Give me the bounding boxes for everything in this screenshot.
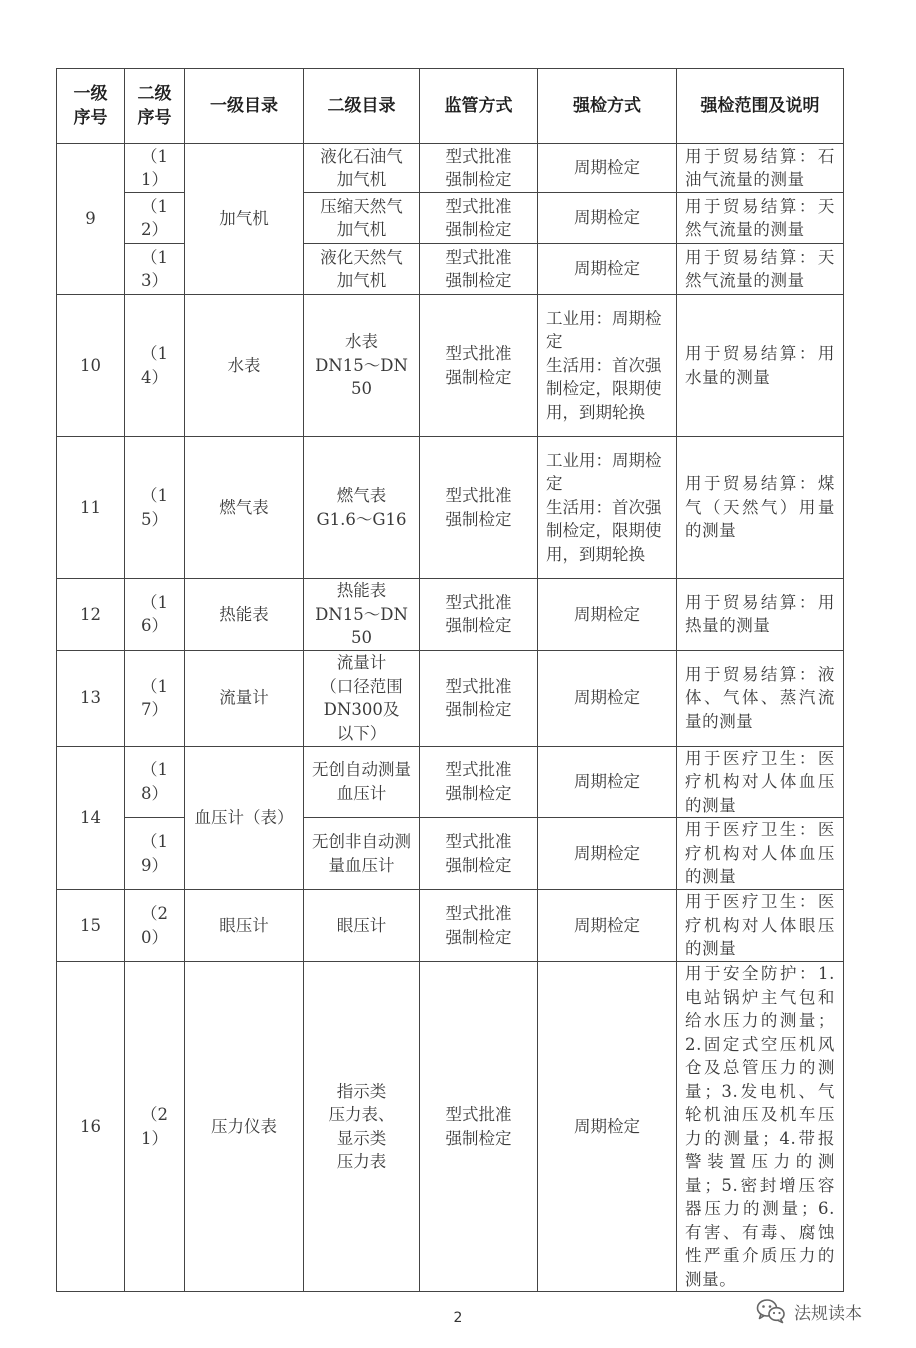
inspection-mode: 工业用：周期检定 生活用：首次强制检定，限期使用，到期轮换 <box>538 295 677 437</box>
header-level2-catalog: 二级目录 <box>304 69 420 144</box>
table-row <box>57 244 844 295</box>
table-row <box>57 890 844 962</box>
supervision-mode: 型式批准 强制检定 <box>420 295 538 437</box>
level1-no: 16 <box>57 962 125 1292</box>
inspection-mode: 工业用：周期检定 生活用：首次强制检定，限期使用，到期轮换 <box>538 437 677 579</box>
level1-catalog: 眼压计 <box>185 890 304 962</box>
level2-catalog: 流量计 （口径范围 DN300及 以下） <box>304 650 420 746</box>
level2-catalog: 压缩天然气 加气机 <box>304 193 420 244</box>
watermark <box>756 1296 862 1326</box>
supervision-mode: 型式批准 强制检定 <box>420 244 538 295</box>
scope-description: 用于贸易结算：用热量的测量 <box>677 579 844 651</box>
header-scope: 强检范围及说明 <box>677 69 844 144</box>
page-number: 2 <box>453 1310 463 1326</box>
inspection-mode: 周期检定 <box>538 144 677 193</box>
level2-catalog: 眼压计 <box>304 890 420 962</box>
level2-catalog: 液化石油气 加气机 <box>304 144 420 193</box>
scope-description: 用于贸易结算：天然气流量的测量 <box>677 244 844 295</box>
level2-no: （18） <box>125 746 185 818</box>
inspection-mode: 周期检定 <box>538 962 677 1292</box>
catalog-table <box>56 68 844 1292</box>
supervision-mode: 型式批准 强制检定 <box>420 890 538 962</box>
level1-no: 9 <box>57 144 125 295</box>
table-row <box>57 746 844 818</box>
level1-catalog: 血压计（表） <box>185 746 304 890</box>
level1-no: 12 <box>57 579 125 651</box>
level2-catalog: 液化天然气 加气机 <box>304 244 420 295</box>
level1-no: 15 <box>57 890 125 962</box>
scope-description: 用于贸易结算：煤气（天然气）用量的测量 <box>677 437 844 579</box>
inspection-mode: 周期检定 <box>538 818 677 890</box>
scope-description: 用于医疗卫生：医疗机构对人体血压的测量 <box>677 818 844 890</box>
level1-no: 13 <box>57 650 125 746</box>
scope-description: 用于贸易结算：石油气流量的测量 <box>677 144 844 193</box>
level1-no: 10 <box>57 295 125 437</box>
supervision-mode: 型式批准 强制检定 <box>420 818 538 890</box>
table-row <box>57 193 844 244</box>
level1-no: 11 <box>57 437 125 579</box>
level2-catalog: 无创非自动测量血压计 <box>304 818 420 890</box>
level2-catalog: 水表 DN15～DN50 <box>304 295 420 437</box>
scope-description: 用于贸易结算：液体、气体、蒸汽流量的测量 <box>677 650 844 746</box>
supervision-mode: 型式批准 强制检定 <box>420 579 538 651</box>
header-level1-no: 一级 序号 <box>57 69 125 144</box>
wechat-icon <box>756 1298 786 1324</box>
level2-catalog: 热能表 DN15～DN50 <box>304 579 420 651</box>
table-row <box>57 437 844 579</box>
level1-catalog: 压力仪表 <box>185 962 304 1292</box>
table-row <box>57 579 844 651</box>
supervision-mode: 型式批准 强制检定 <box>420 962 538 1292</box>
level1-catalog: 热能表 <box>185 579 304 651</box>
header-level2-no: 二级 序号 <box>125 69 185 144</box>
level2-no: （19） <box>125 818 185 890</box>
level1-no: 14 <box>57 746 125 890</box>
level2-no: （11） <box>125 144 185 193</box>
inspection-mode: 周期检定 <box>538 244 677 295</box>
inspection-mode: 周期检定 <box>538 890 677 962</box>
table-row <box>57 650 844 746</box>
supervision-mode: 型式批准 强制检定 <box>420 144 538 193</box>
level2-no: （14） <box>125 295 185 437</box>
level2-no: （12） <box>125 193 185 244</box>
inspection-mode: 周期检定 <box>538 579 677 651</box>
table-row <box>57 144 844 193</box>
scope-description: 用于安全防护：1.电站锅炉主气包和给水压力的测量；2.固定式空压机风仓及总管压力的测量；3.发电机、气轮机油压及机车压力的测量；4.带报警装置压力的测量；5.密封增压容器压力的测量；6.有害、有毒、腐蚀性严重介质压力的测量。 <box>677 962 844 1292</box>
inspection-mode: 周期检定 <box>538 193 677 244</box>
header-supervision: 监管方式 <box>420 69 538 144</box>
scope-description: 用于医疗卫生：医疗机构对人体眼压的测量 <box>677 890 844 962</box>
table-row <box>57 295 844 437</box>
level1-catalog: 流量计 <box>185 650 304 746</box>
header-row <box>57 69 844 144</box>
level2-no: （16） <box>125 579 185 651</box>
inspection-mode: 周期检定 <box>538 650 677 746</box>
level2-no: （13） <box>125 244 185 295</box>
level2-no: （17） <box>125 650 185 746</box>
level1-catalog: 水表 <box>185 295 304 437</box>
level1-catalog: 加气机 <box>185 144 304 295</box>
supervision-mode: 型式批准 强制检定 <box>420 746 538 818</box>
level2-no: （20） <box>125 890 185 962</box>
inspection-mode: 周期检定 <box>538 746 677 818</box>
table-row <box>57 818 844 890</box>
header-inspection: 强检方式 <box>538 69 677 144</box>
supervision-mode: 型式批准 强制检定 <box>420 193 538 244</box>
supervision-mode: 型式批准 强制检定 <box>420 650 538 746</box>
header-level1-catalog: 一级目录 <box>185 69 304 144</box>
watermark-text: 法规读本 <box>794 1303 862 1324</box>
level2-catalog: 无创自动测量血压计 <box>304 746 420 818</box>
supervision-mode: 型式批准 强制检定 <box>420 437 538 579</box>
level2-catalog: 燃气表 G1.6～G16 <box>304 437 420 579</box>
scope-description: 用于贸易结算：天然气流量的测量 <box>677 193 844 244</box>
table-row <box>57 962 844 1292</box>
level2-no: （21） <box>125 962 185 1292</box>
scope-description: 用于贸易结算：用水量的测量 <box>677 295 844 437</box>
scope-description: 用于医疗卫生：医疗机构对人体血压的测量 <box>677 746 844 818</box>
level2-catalog: 指示类 压力表、 显示类 压力表 <box>304 962 420 1292</box>
level1-catalog: 燃气表 <box>185 437 304 579</box>
level2-no: （15） <box>125 437 185 579</box>
